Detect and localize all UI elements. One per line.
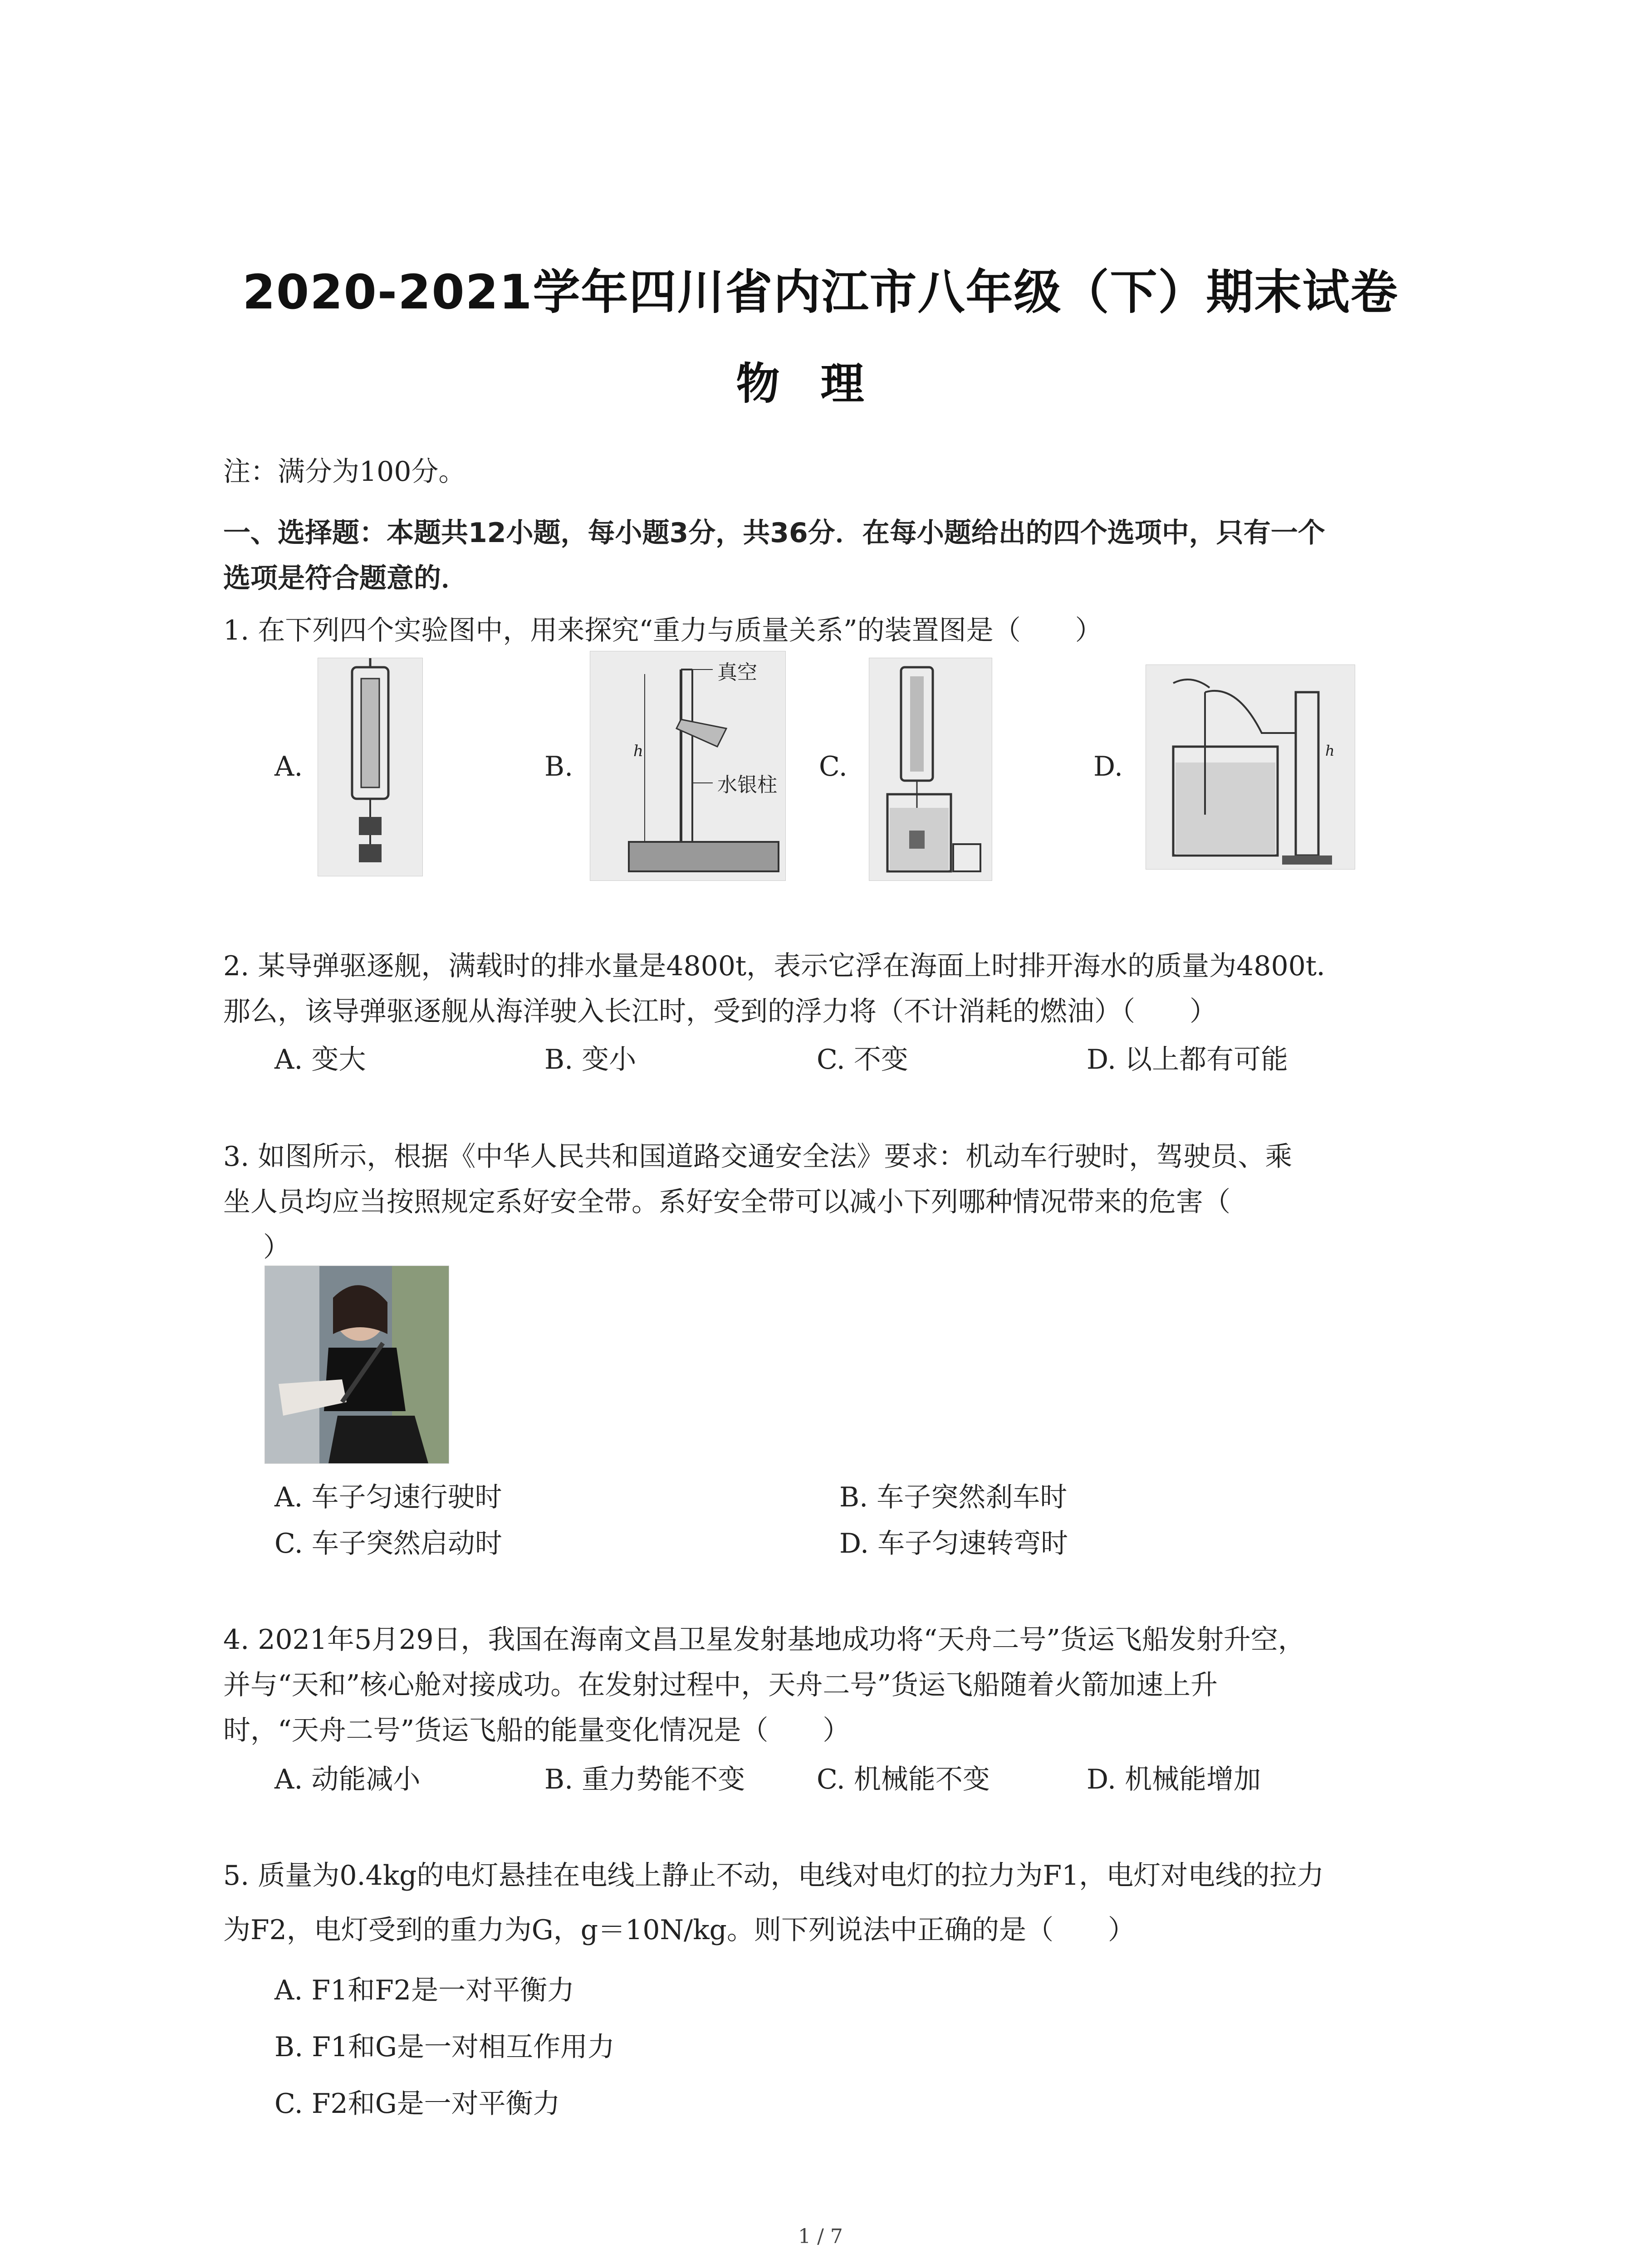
q2-stem-line2: 那么，该导弹驱逐舰从海洋驶入长江时，受到的浮力将（不计消耗的燃油）（ ） <box>223 996 1217 1027</box>
section-heading-line2: 选项是符合题意的． <box>223 562 468 594</box>
q1-fig-b-h-label: h <box>633 742 643 760</box>
q3-photo-seatbelt[interactable] <box>265 1266 449 1464</box>
q1-option-a-label: A. <box>274 751 303 782</box>
q1-stem: 1. 在下列四个实验图中，用来探究“重力与质量关系”的装置图是（ ） <box>223 615 1102 646</box>
q2-option-c: C. 不变 <box>817 1044 908 1075</box>
q1-figure-d-pressure-gauge[interactable] <box>1146 665 1355 870</box>
score-note: 注：满分为100分。 <box>223 456 466 488</box>
subject-title: 物理 <box>736 358 905 409</box>
q3-option-b: B. 车子突然刹车时 <box>839 1481 1068 1513</box>
q5-option-b: B. F1和G是一对相互作用力 <box>274 2031 615 2063</box>
q2-option-a: A. 变大 <box>274 1044 366 1075</box>
q5-option-a: A. F1和F2是一对平衡力 <box>274 1975 575 2006</box>
q3-option-a: A. 车子匀速行驶时 <box>274 1481 502 1513</box>
q2-stem-line1: 2. 某导弹驱逐舰，满载时的排水量是4800t，表示它浮在海面上时排开海水的质量为4800t． <box>223 950 1344 982</box>
q1-figure-b-torricelli[interactable] <box>590 651 786 881</box>
q3-stem-line3: ） <box>263 1232 290 1263</box>
q3-stem-line1: 3. 如图所示，根据《中华人民共和国道路交通安全法》要求：机动车行驶时，驾驶员、乘 <box>223 1141 1293 1173</box>
q2-option-d: D. 以上都有可能 <box>1087 1044 1288 1075</box>
q5-stem-line2: 为F2，电灯受到的重力为G，g＝10N/kg。则下列说法中正确的是（ ） <box>223 1914 1135 1946</box>
q3-option-c: C. 车子突然启动时 <box>274 1528 502 1559</box>
q4-option-a: A. 动能减小 <box>274 1764 421 1795</box>
q3-stem-line2: 坐人员均应当按照规定系好安全带。系好安全带可以减小下列哪种情况带来的危害（ <box>223 1186 1230 1218</box>
q5-option-c: C. F2和G是一对平衡力 <box>274 2088 560 2120</box>
q5-stem-line1: 5. 质量为0.4kg的电灯悬挂在电线上静止不动，电线对电灯的拉力为F1，电灯对电线的拉力 <box>223 1860 1324 1892</box>
q4-stem-line2: 并与“天和”核心舱对接成功。在发射过程中，天舟二号”货运飞船随着火箭加速上升 <box>223 1669 1218 1701</box>
q2-option-b: B. 变小 <box>544 1044 637 1075</box>
q4-option-c: C. 机械能不变 <box>817 1764 990 1795</box>
q4-option-b: B. 重力势能不变 <box>544 1764 745 1795</box>
q3-option-d: D. 车子匀速转弯时 <box>839 1528 1068 1559</box>
q1-fig-d-h-label: h <box>1325 742 1335 759</box>
q1-option-d-label: D. <box>1093 751 1123 782</box>
paper-title: 2020-2021学年四川省内江市八年级（下）期末试卷 <box>242 264 1399 320</box>
q1-option-c-label: C. <box>819 751 847 782</box>
q4-option-d: D. 机械能增加 <box>1087 1764 1261 1795</box>
q4-stem-line1: 4. 2021年5月29日，我国在海南文昌卫星发射基地成功将“天舟二号”货运飞船发射升空， <box>223 1624 1305 1656</box>
q1-option-b-label: B. <box>544 751 573 782</box>
q1-fig-b-mercury-label: 水银柱 <box>717 773 777 797</box>
q1-figure-a-spring-scale[interactable] <box>318 658 423 876</box>
section-heading-line1: 一、选择题：本题共12小题，每小题3分，共36分．在每小题给出的四个选项中，只有一个 <box>223 517 1325 549</box>
q1-figure-c-buoyancy[interactable] <box>869 658 992 881</box>
page-number: 1 / 7 <box>798 2225 843 2248</box>
q4-stem-line3: 时，“天舟二号”货运飞船的能量变化情况是（ ） <box>223 1715 850 1746</box>
q1-fig-b-vacuum-label: 真空 <box>717 661 757 684</box>
